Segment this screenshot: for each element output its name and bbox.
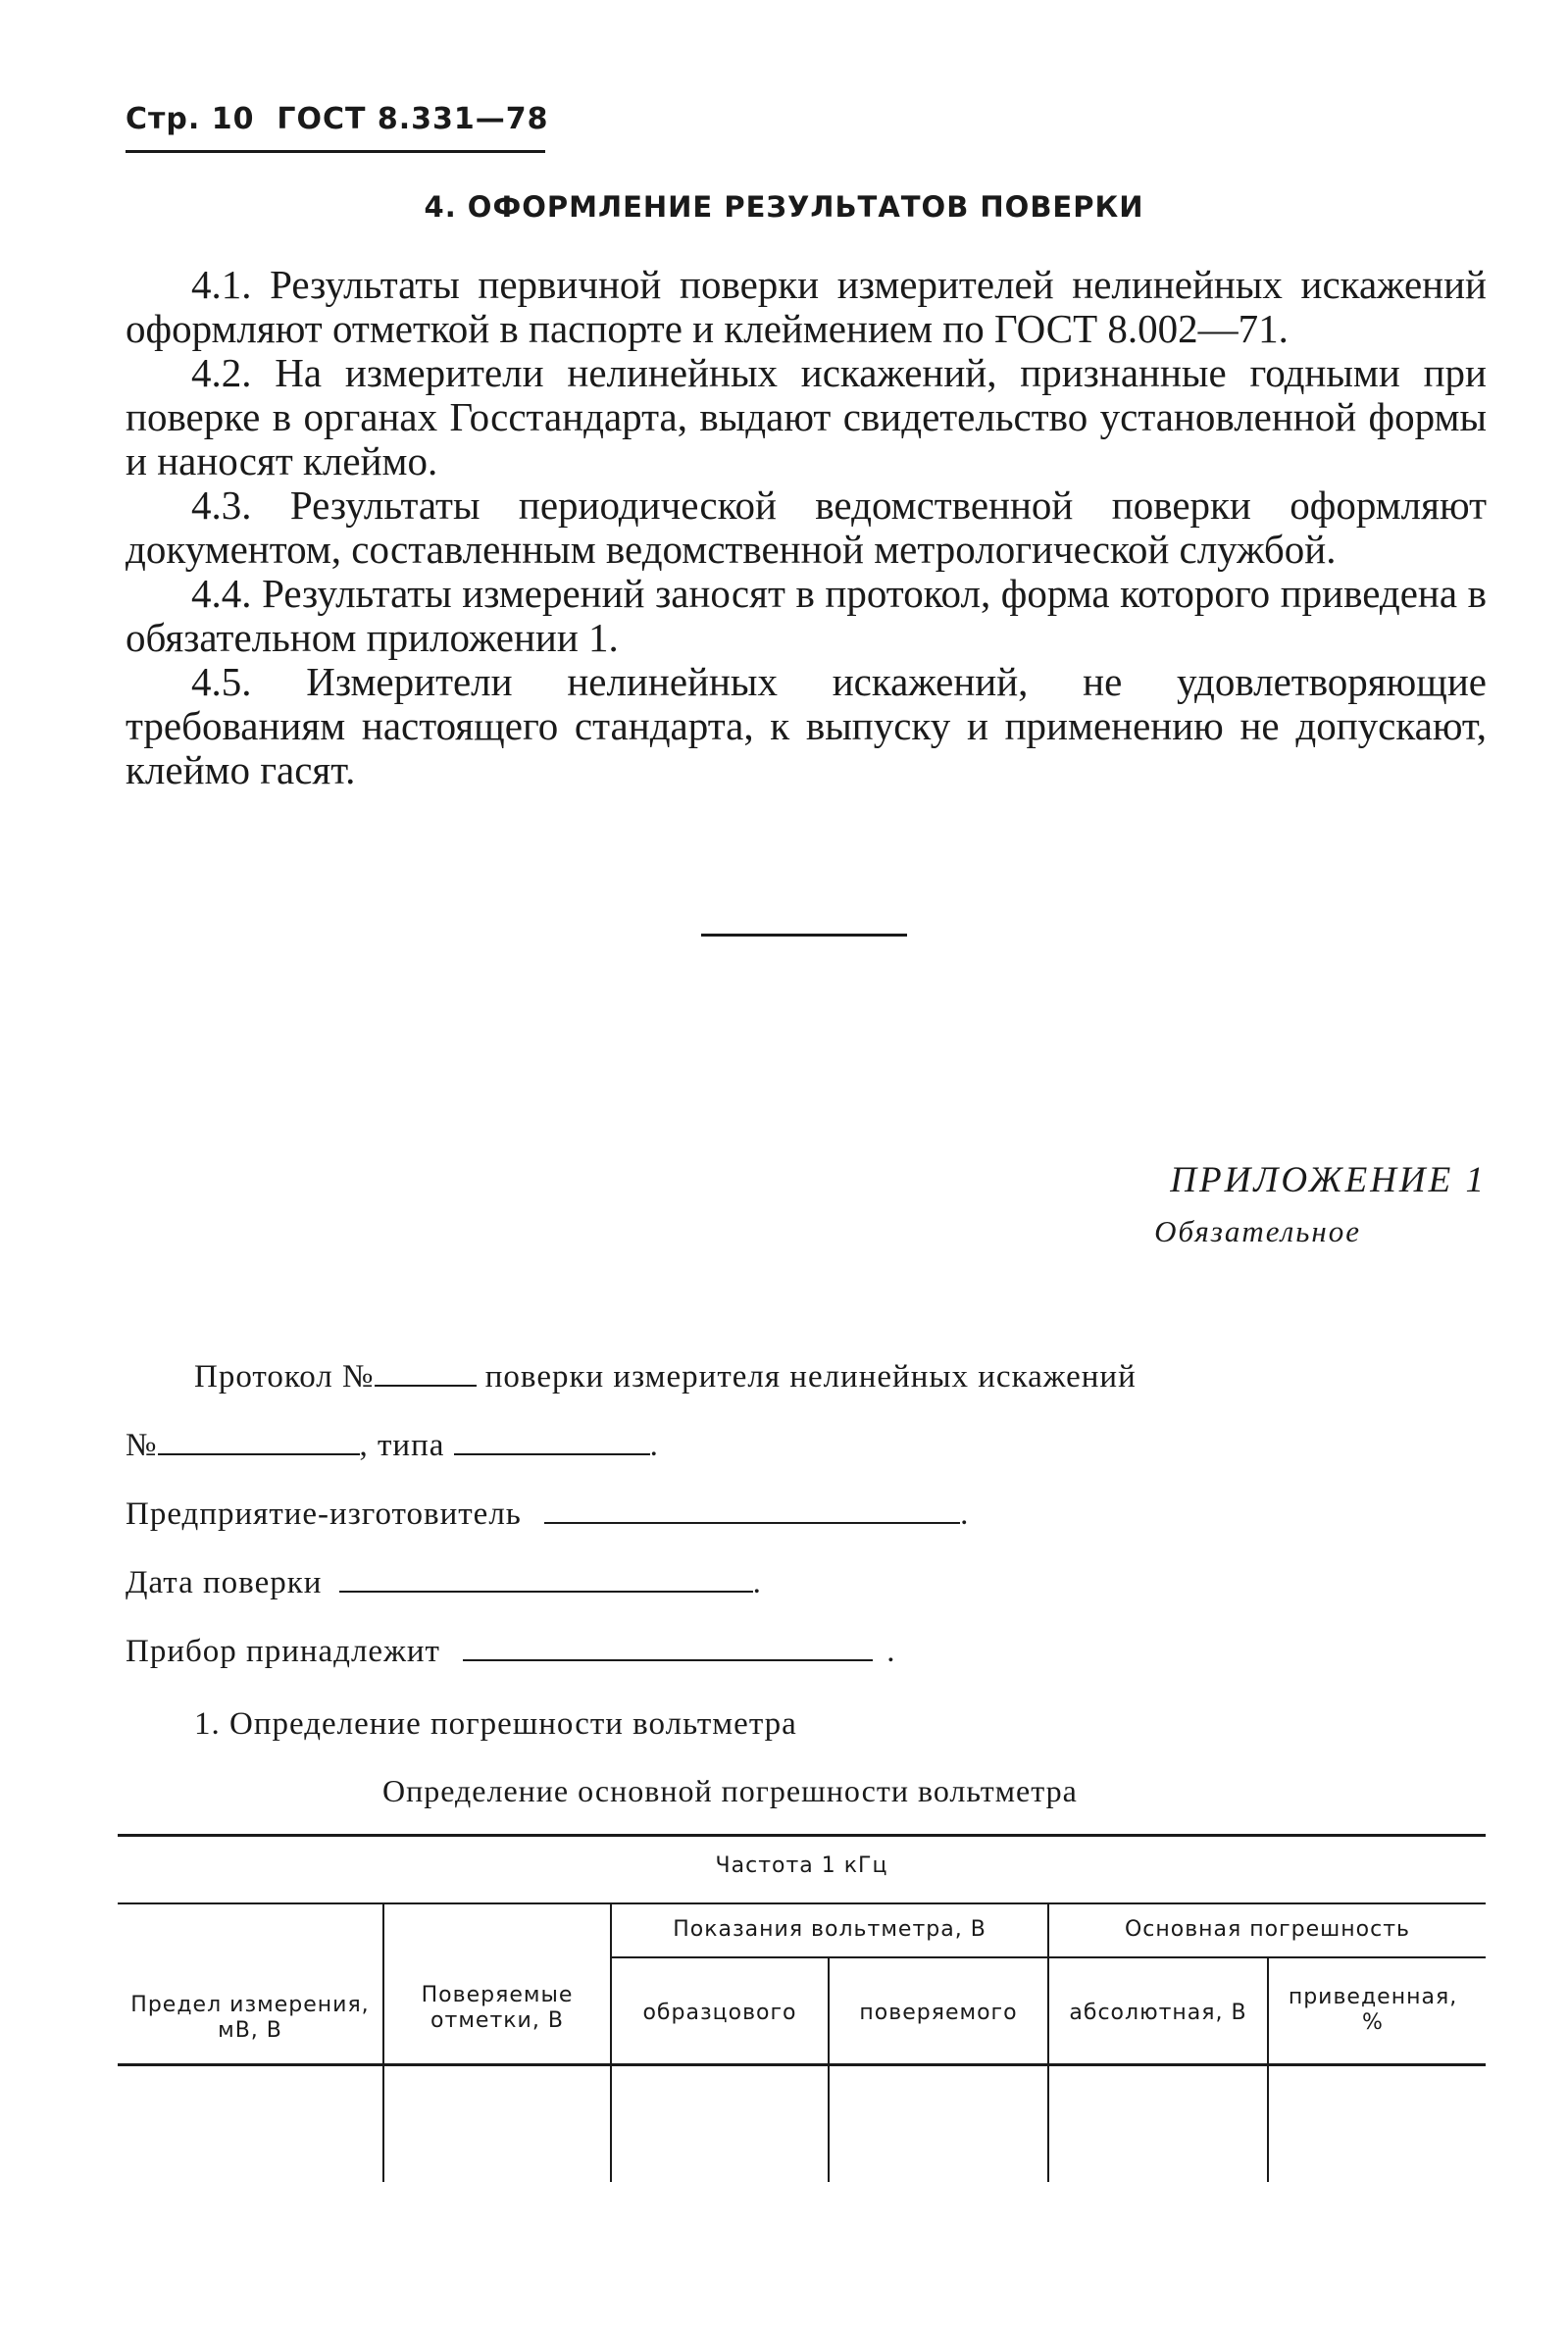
table-divider [382,1902,384,2182]
group-header-readings: Показания вольтметра, В [673,1917,986,1942]
owner-label: Прибор принадлежит [126,1634,440,1669]
period: . [649,1428,659,1463]
table-title: Определение основной погрешности вольтметра [382,1773,1078,1808]
item-1: 1. Определение погрешности вольтметра [194,1706,797,1742]
table-top-rule [118,1834,1486,1837]
col-header-limit: Предел измерения, мВ, В [130,1993,370,2043]
appendix-subtitle: Обязательное [1154,1214,1361,1248]
protocol-suffix: поверки измерителя нелинейных искажений [484,1359,1137,1395]
page-number: Стр. 10 [126,102,255,136]
table-header-bottom-rule [118,2063,1486,2066]
type-label: , типа [359,1428,445,1463]
table-divider [828,1956,830,2182]
paragraph-4-5: 4.5. Измерители нелинейных искажений, не удовлетворяющие требованиям настоящего стандарта, к выпуску и применению не допускают, клеймо гасят. [126,659,1487,792]
period: . [886,1634,896,1669]
date-label: Дата поверки [126,1565,323,1600]
col-header-reduced: приведенная, % [1288,1985,1458,2035]
paragraph-4-4: 4.4. Результаты измерений заносят в протокол, форма которого приведена в обязательном приложении 1. [126,571,1487,660]
protocol-prefix: Протокол № [194,1359,375,1395]
table-divider [1047,1902,1049,2182]
number-label: № [126,1428,158,1463]
table-divider [610,1902,612,2182]
col-header-marks: Поверяемые отметки, В [421,1983,574,2033]
group-header-error: Основная погрешность [1124,1917,1411,1942]
table-frequency-header: Частота 1 кГц [715,1853,888,1878]
table-frequency-rule [118,1902,1486,1904]
paragraph-4-2: 4.2. На измерители нелинейных искажений, признанные годными при поверке в органах Госстандарта, выдают свидетельство установленной формы и наносят клеймо. [126,350,1487,483]
table-divider [1267,1956,1269,2182]
section-title: 4. ОФОРМЛЕНИЕ РЕЗУЛЬТАТОВ ПОВЕРКИ [424,190,1144,224]
appendix-title: ПРИЛОЖЕНИЕ 1 [1170,1160,1487,1200]
period: . [960,1496,970,1532]
paragraph-4-1: 4.1. Результаты первичной поверки измерителей нелинейных искажений оформляют отметкой в паспорте и клеймением по ГОСТ 8.002—71. [126,262,1487,351]
col-header-reference: образцового [642,2001,797,2025]
manufacturer-label: Предприятие-изготовитель [126,1496,522,1532]
paragraph-4-3: 4.3. Результаты периодической ведомственной поверки оформляют документом, составленным ведомственной метрологической службой. [126,482,1487,572]
col-header-absolute: абсолютная, В [1069,2001,1247,2025]
standard-code: ГОСТ 8.331—78 [277,102,549,136]
period: . [752,1565,762,1600]
col-header-tested: поверяемого [859,2001,1018,2025]
